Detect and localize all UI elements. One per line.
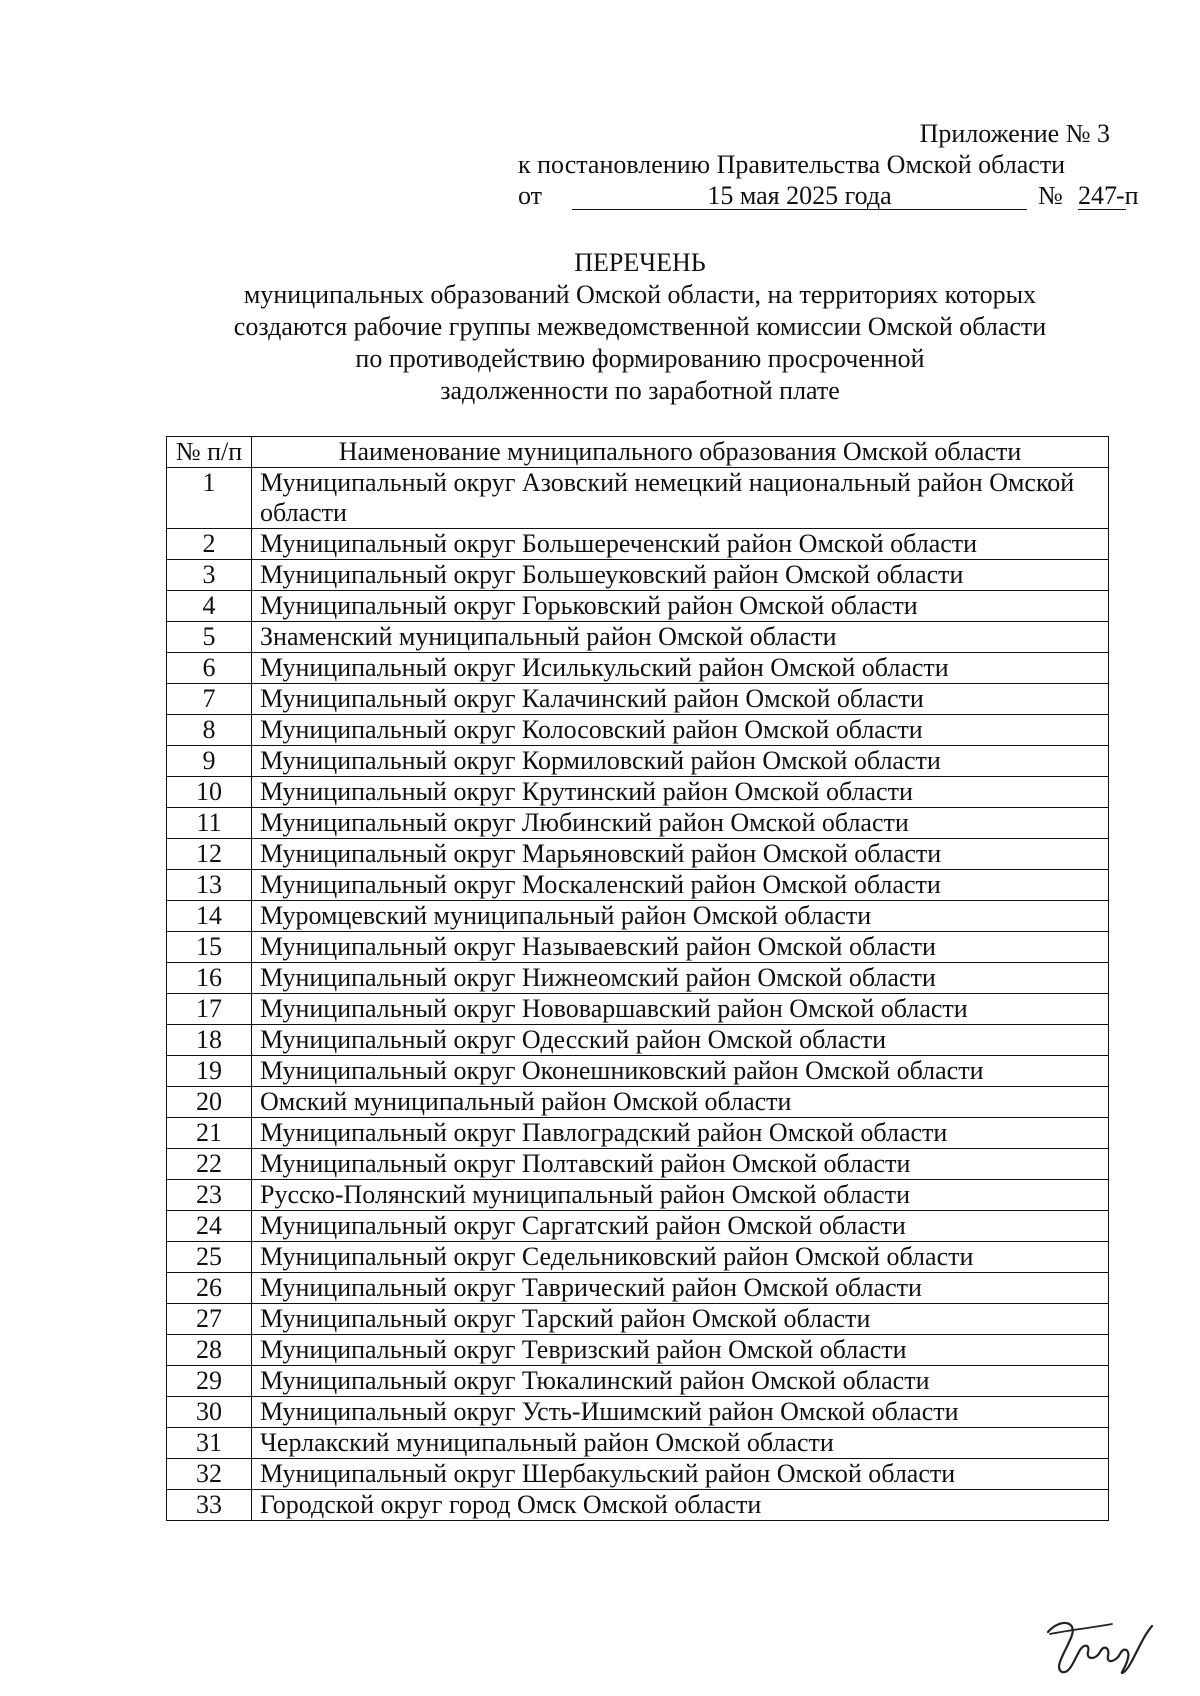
table-row: [167, 1118, 1109, 1149]
row-number: 32: [167, 1459, 252, 1490]
table-row: [167, 1335, 1109, 1366]
row-number: 33: [167, 1490, 252, 1521]
number-sign: №: [1038, 181, 1063, 210]
row-number: 9: [167, 746, 252, 777]
municipality-name: Муниципальный округ Полтавский район Омской области: [252, 1149, 1109, 1180]
row-number: 27: [167, 1304, 252, 1335]
municipalities-table: [166, 436, 1109, 1521]
municipality-name: Омский муниципальный район Омской области: [252, 1087, 1109, 1118]
row-number: 2: [167, 529, 252, 560]
from-label: от: [518, 181, 543, 210]
table-row: [167, 560, 1109, 591]
row-number: 20: [167, 1087, 252, 1118]
municipality-name: Муниципальный округ Нижнеомский район Омской области: [252, 963, 1109, 994]
title-line-2: создаются рабочие группы межведомственной комиссии Омской области: [233, 312, 1047, 341]
title-line-1: муниципальных образований Омской области, на территориях которых: [243, 280, 1037, 309]
municipality-name: Муниципальный округ Большеуковский район Омской области: [252, 560, 1109, 591]
table-row: [167, 1025, 1109, 1056]
resolution-reference: к постановлению Правительства Омской области: [518, 150, 1066, 179]
municipality-name: Муниципальный округ Таврический район Омской области: [252, 1273, 1109, 1304]
document-title: ПЕРЕЧЕНЬ: [574, 248, 706, 277]
row-number: 7: [167, 684, 252, 715]
row-number: 6: [167, 653, 252, 684]
table-row: [167, 1273, 1109, 1304]
municipality-name: Знаменский муниципальный район Омской области: [252, 622, 1109, 653]
row-number: 29: [167, 1366, 252, 1397]
table-body: [167, 468, 1109, 1521]
table-row: [167, 468, 1109, 529]
document-title-block: [130, 247, 1150, 407]
table-row: [167, 994, 1109, 1025]
municipality-name: Муниципальный округ Горьковский район Омской области: [252, 591, 1109, 622]
table-row: [167, 1211, 1109, 1242]
row-number: 22: [167, 1149, 252, 1180]
municipality-name: Муниципальный округ Колосовский район Омской области: [252, 715, 1109, 746]
table-row: [167, 1397, 1109, 1428]
table-row: [167, 1180, 1109, 1211]
table-row: [167, 1428, 1109, 1459]
municipality-name: Муниципальный округ Тевризский район Омской области: [252, 1335, 1109, 1366]
table-row: [167, 1304, 1109, 1335]
municipality-name: Русско-Полянский муниципальный район Омской области: [252, 1180, 1109, 1211]
column-header-number: № п/п: [167, 437, 252, 468]
column-header-name: Наименование муниципального образования Омской области: [252, 437, 1109, 468]
title-line-3: по противодействию формированию просроченной: [355, 344, 925, 373]
appendix-header: [510, 118, 1139, 211]
municipality-name: Муниципальный округ Седельниковский район Омской области: [252, 1242, 1109, 1273]
municipality-name: Муниципальный округ Любинский район Омской области: [252, 808, 1109, 839]
row-number: 11: [167, 808, 252, 839]
table-row: [167, 808, 1109, 839]
municipality-name: Муниципальный округ Усть-Ишимский район Омской области: [252, 1397, 1109, 1428]
table-row: [167, 839, 1109, 870]
row-number: 1: [167, 468, 252, 529]
municipality-name: Черлакский муниципальный район Омской области: [252, 1428, 1109, 1459]
row-number: 16: [167, 963, 252, 994]
row-number: 5: [167, 622, 252, 653]
row-number: 25: [167, 1242, 252, 1273]
municipality-name: Муниципальный округ Москаленский район Омской области: [252, 870, 1109, 901]
table-row: [167, 870, 1109, 901]
title-line-4: задолженности по заработной плате: [440, 376, 840, 405]
table-row: [167, 932, 1109, 963]
municipality-name: Муниципальный округ Марьяновский район Омской области: [252, 839, 1109, 870]
row-number: 3: [167, 560, 252, 591]
table-row: [167, 715, 1109, 746]
row-number: 19: [167, 1056, 252, 1087]
row-number: 13: [167, 870, 252, 901]
table-row: [167, 591, 1109, 622]
table-row: [167, 684, 1109, 715]
table-row: [167, 1149, 1109, 1180]
municipality-name: Городской округ город Омск Омской области: [252, 1490, 1109, 1521]
row-number: 4: [167, 591, 252, 622]
row-number: 12: [167, 839, 252, 870]
table-row: [167, 901, 1109, 932]
row-number: 21: [167, 1118, 252, 1149]
table-row: [167, 653, 1109, 684]
table-row: [167, 1366, 1109, 1397]
row-number: 8: [167, 715, 252, 746]
municipality-name: Муромцевский муниципальный район Омской области: [252, 901, 1109, 932]
municipality-name: Муниципальный округ Павлоградский район Омской области: [252, 1118, 1109, 1149]
resolution-number: 247: [1078, 180, 1126, 210]
row-number: 24: [167, 1211, 252, 1242]
table-row: [167, 1087, 1109, 1118]
row-number: 18: [167, 1025, 252, 1056]
row-number: 23: [167, 1180, 252, 1211]
municipality-name: Муниципальный округ Исилькульский район Омской области: [252, 653, 1109, 684]
table-row: [167, 529, 1109, 560]
municipality-name: Муниципальный округ Саргатский район Омской области: [252, 1211, 1109, 1242]
municipality-name: Муниципальный округ Калачинский район Омской области: [252, 684, 1109, 715]
handwritten-signature-icon: [1040, 1610, 1160, 1680]
table-header-row: [167, 437, 1109, 468]
table-row: [167, 1490, 1109, 1521]
row-number: 28: [167, 1335, 252, 1366]
table-row: [167, 1056, 1109, 1087]
table-row: [167, 622, 1109, 653]
resolution-date-line: [510, 180, 1139, 211]
table-row: [167, 1242, 1109, 1273]
municipality-name: Муниципальный округ Азовский немецкий национальный район Омской области: [252, 468, 1109, 529]
row-number: 10: [167, 777, 252, 808]
municipality-name: Муниципальный округ Тюкалинский район Омской области: [252, 1366, 1109, 1397]
table-row: [167, 1459, 1109, 1490]
row-number: 15: [167, 932, 252, 963]
resolution-number-suffix: -п: [1116, 181, 1139, 210]
row-number: 31: [167, 1428, 252, 1459]
appendix-number: Приложение № 3: [919, 119, 1110, 148]
municipality-name: Муниципальный округ Тарский район Омской области: [252, 1304, 1109, 1335]
municipality-name: Муниципальный округ Большереченский район Омской области: [252, 529, 1109, 560]
municipality-name: Муниципальный округ Шербакульский район Омской области: [252, 1459, 1109, 1490]
municipality-name: Муниципальный округ Оконешниковский район Омской области: [252, 1056, 1109, 1087]
municipality-name: Муниципальный округ Одесский район Омской области: [252, 1025, 1109, 1056]
table-row: [167, 963, 1109, 994]
municipality-name: Муниципальный округ Называевский район Омской области: [252, 932, 1109, 963]
table-row: [167, 777, 1109, 808]
municipality-name: Муниципальный округ Нововаршавский район Омской области: [252, 994, 1109, 1025]
resolution-date: 15 мая 2025 года: [572, 180, 1027, 210]
row-number: 26: [167, 1273, 252, 1304]
municipality-name: Муниципальный округ Крутинский район Омской области: [252, 777, 1109, 808]
row-number: 14: [167, 901, 252, 932]
table-row: [167, 746, 1109, 777]
row-number: 17: [167, 994, 252, 1025]
municipality-name: Муниципальный округ Кормиловский район Омской области: [252, 746, 1109, 777]
row-number: 30: [167, 1397, 252, 1428]
